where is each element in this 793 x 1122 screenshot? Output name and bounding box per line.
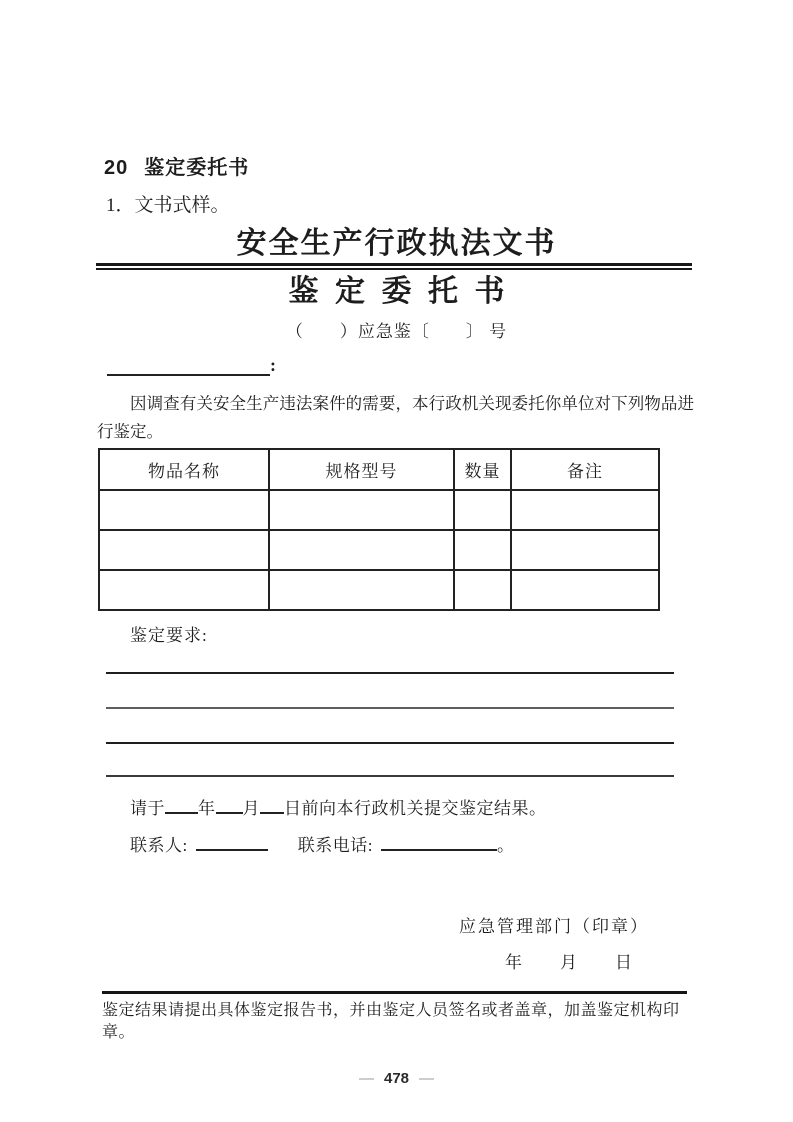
contact-person-label: 联系人: (130, 836, 188, 855)
document-number-line: （ ）应急鉴〔 〕 号 (285, 322, 508, 341)
writing-line (106, 707, 674, 709)
day-blank (260, 797, 284, 814)
header-double-rule (96, 263, 692, 270)
section-number: 20 (104, 157, 129, 179)
table-header-row (99, 449, 659, 490)
addressee-colon: : (270, 355, 276, 375)
deadline-sentence (130, 797, 793, 821)
table-cell (454, 570, 511, 610)
table-header-quantity: 数量 (454, 449, 511, 490)
year-blank (165, 797, 198, 814)
contact-person-blank (196, 834, 268, 851)
page-number-dash-left: — (358, 1070, 374, 1087)
year-label: 年 (198, 799, 216, 818)
contact-phone-label: 联系电话: (297, 836, 373, 855)
addressee-blank-line (107, 354, 270, 376)
date-month-label: 月 (560, 953, 577, 972)
table-cell (99, 530, 269, 570)
document-title (0, 273, 793, 311)
section-title: 鉴定委托书 (144, 157, 250, 179)
writing-line (106, 775, 674, 777)
month-label: 月 (242, 799, 260, 818)
table-cell (511, 530, 659, 570)
page-number-row (0, 1070, 793, 1087)
table-cell (269, 570, 454, 610)
table-header-remarks: 备注 (511, 449, 659, 490)
page-number: 478 (383, 1070, 410, 1087)
document-series-title: 安全生产行政执法文书 (236, 227, 557, 260)
table-cell (454, 490, 511, 530)
intro-paragraph: 因调查有关安全生产违法案件的需要，本行政机关现委托你单位对下列物品进行鉴定。 (97, 394, 694, 441)
writing-line (106, 672, 674, 674)
deadline-prefix: 请于 (130, 799, 165, 818)
signature-org: 应急管理部门（印章） (459, 917, 649, 936)
page-number-dash-right: — (419, 1070, 435, 1087)
table-cell (99, 570, 269, 610)
contact-line (130, 834, 793, 858)
writing-line (106, 742, 674, 744)
table-cell (269, 490, 454, 530)
table-row (99, 570, 659, 610)
requirements-label: 鉴定要求: (130, 626, 208, 645)
deadline-suffix: 日前向本行政机关提交鉴定结果。 (284, 799, 547, 818)
table-cell (99, 490, 269, 530)
date-day-label: 日 (615, 953, 632, 972)
date-year-label: 年 (505, 953, 522, 972)
table-header-item-name: 物品名称 (99, 449, 269, 490)
section-heading (104, 155, 793, 181)
table-row (99, 530, 659, 570)
table-row (99, 490, 659, 530)
contact-period: 。 (496, 836, 515, 855)
month-blank (216, 797, 243, 814)
table-cell (511, 570, 659, 610)
document-title-text: 鉴定委托书 (288, 275, 521, 308)
addressee-row (107, 354, 793, 380)
subsection-heading: 1．文书式样。 (106, 195, 230, 216)
table-cell (511, 490, 659, 530)
items-table (98, 448, 660, 611)
table-cell (269, 530, 454, 570)
table-cell (454, 530, 511, 570)
contact-phone-blank (381, 834, 497, 851)
table-header-spec-model: 规格型号 (269, 449, 454, 490)
footnote-rule (102, 991, 687, 994)
signature-date-line (0, 951, 632, 975)
footnote-text: 鉴定结果请提出具体鉴定报告书，并由鉴定人员签名或者盖章，加盖鉴定机构印章。 (102, 1002, 680, 1041)
